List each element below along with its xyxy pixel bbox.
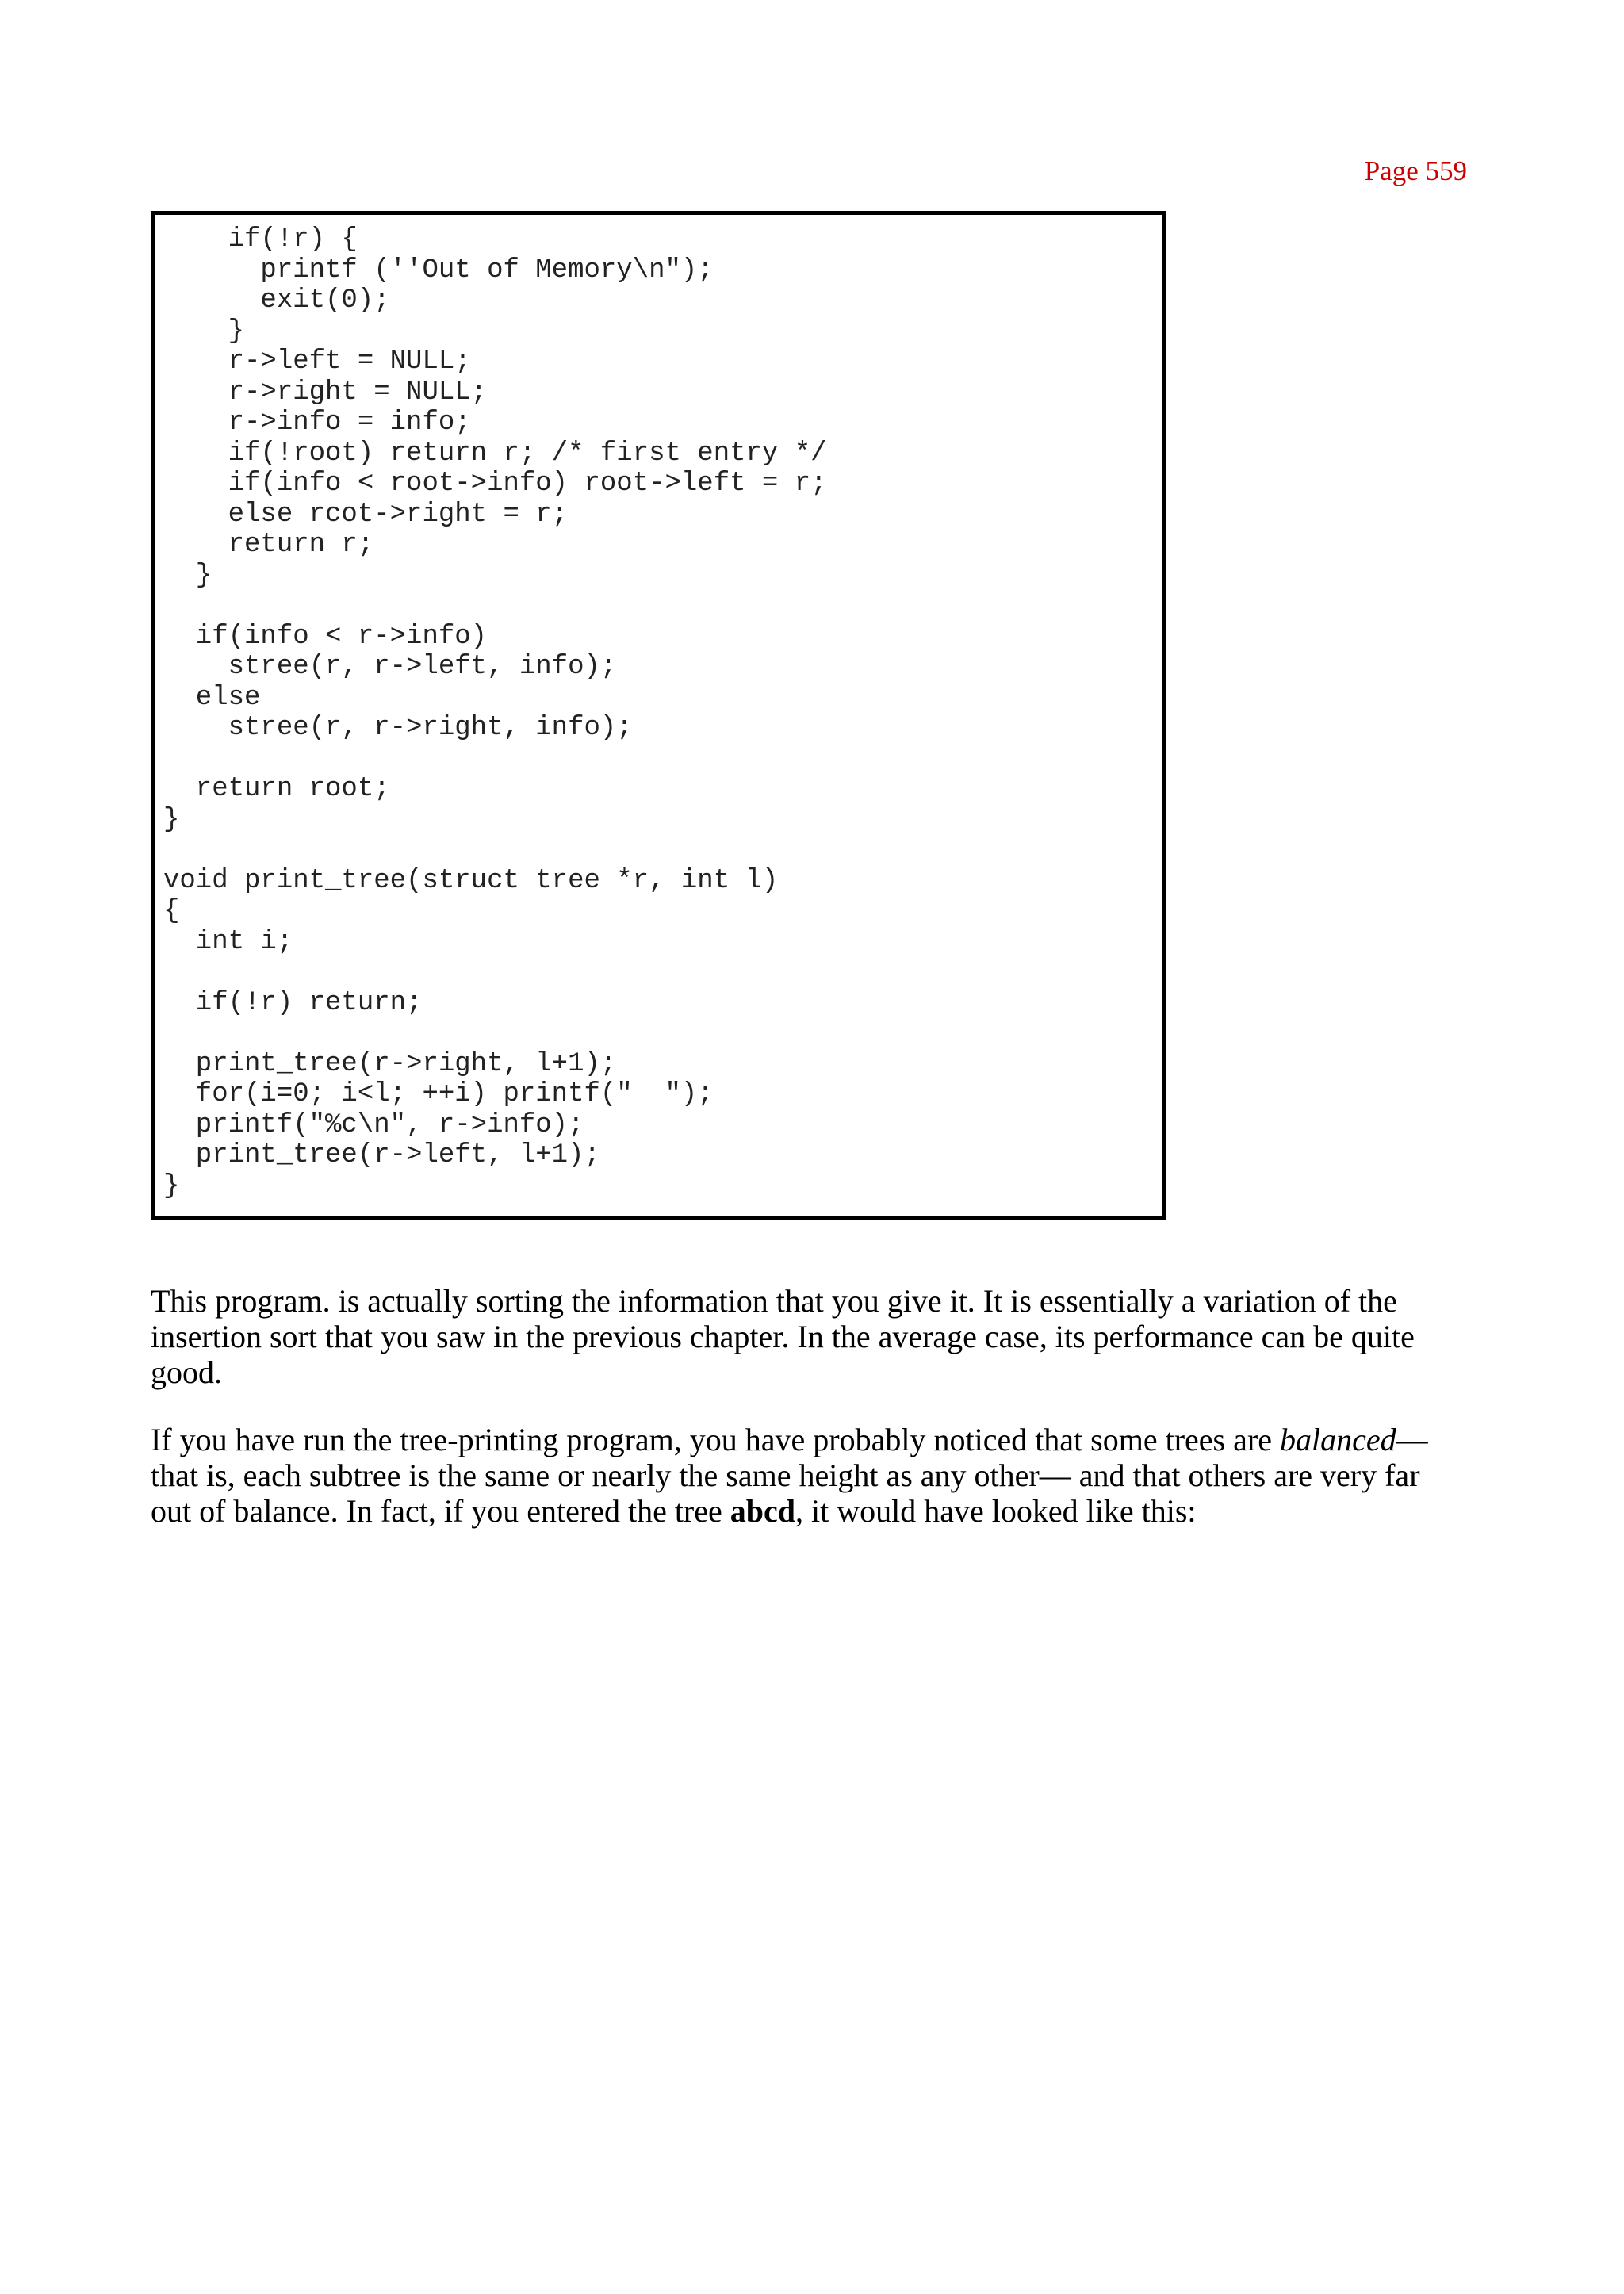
code-line: else: [163, 683, 261, 713]
code-listing-box: [151, 211, 1166, 1220]
code-line: for(i=0; i<l; ++i) printf(" ");: [163, 1079, 714, 1109]
code-line: }: [163, 316, 245, 347]
code-line: }: [163, 805, 180, 835]
code-line: if(info < root->info) root->left = r;: [163, 469, 827, 499]
code-line: r->info = info;: [163, 408, 471, 438]
code-line: void print_tree(struct tree *r, int l): [163, 866, 779, 896]
code-line: stree(r, r->right, info);: [163, 713, 633, 743]
code-line: printf("%c\n", r->info);: [163, 1110, 584, 1140]
code-line: if(info < r->info): [163, 622, 488, 652]
code-line: exit(0);: [163, 285, 390, 316]
bold-abcd: abcd: [730, 1493, 796, 1529]
code-line: print_tree(r->left, l+1);: [163, 1140, 600, 1170]
code-line: r->right = NULL;: [163, 377, 488, 408]
code-line: return root;: [163, 774, 390, 804]
code-line: if(!root) return r; /* first entry */: [163, 439, 827, 469]
code-line: print_tree(r->right, l+1);: [163, 1049, 617, 1079]
code-line: }: [163, 561, 213, 591]
code-line: r->left = NULL;: [163, 347, 471, 377]
paragraph-text: , it would have looked like this:: [795, 1493, 1197, 1529]
paragraph-text: — that is, each subtree is the same or nearly the same height as any other— and that others are very far out of balance. In fact, if you entered the tree: [151, 1422, 1428, 1529]
paragraph-balanced-trees: [151, 1422, 1467, 1529]
code-line: printf (''Out of Memory\n");: [163, 255, 714, 285]
code-line: return r;: [163, 530, 374, 560]
page-number: Page 559: [1364, 155, 1467, 186]
emphasis-balanced: balanced: [1279, 1422, 1396, 1457]
code-line: stree(r, r->left, info);: [163, 652, 617, 682]
code-line: else rcot->right = r;: [163, 500, 569, 530]
code-line: if(!r) {: [163, 224, 358, 255]
paragraph-sorting-explanation: This program. is actually sorting the information that you give it. It is essentially a variation of the insertion sort that you saw in the previous chapter. In the average case, its performance can be quite good.: [151, 1283, 1415, 1390]
paragraph-text: If you have run the tree-printing program, you have probably noticed that some trees are: [151, 1422, 1280, 1457]
code-line: int i;: [163, 927, 293, 957]
code-line: {: [163, 896, 180, 926]
code-line: if(!r) return;: [163, 988, 423, 1018]
code-line: }: [163, 1171, 180, 1201]
